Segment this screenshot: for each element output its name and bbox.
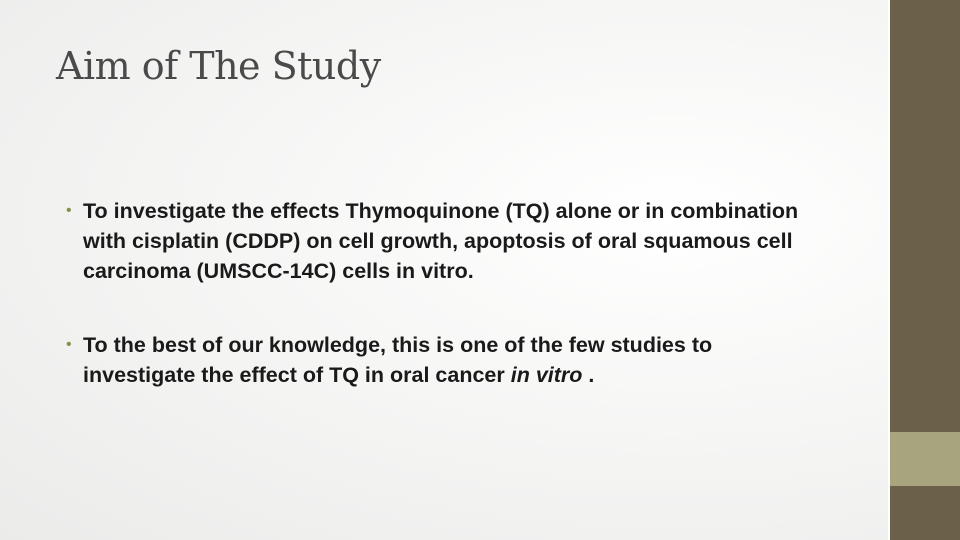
slide-title: Aim of The Study bbox=[56, 44, 381, 88]
bullet-item bbox=[66, 330, 826, 390]
bullet-text-italic: in vitro bbox=[510, 363, 583, 387]
bullet-list bbox=[66, 196, 826, 390]
bullet-text: To the best of our knowledge, this is one of the few studies to investigate the effect of TQ in oral cancer bbox=[83, 333, 713, 387]
bullet-item bbox=[66, 196, 826, 286]
bullet-marker: • bbox=[66, 336, 72, 353]
bullet-text-end: . bbox=[582, 363, 595, 387]
sidebar-accent-block bbox=[890, 432, 960, 486]
sidebar-decoration bbox=[888, 0, 960, 540]
bullet-text: To investigate the effects Thymoquinone (TQ) alone or in combination with cisplatin (CDDP) on cell growth, apoptosis of oral squamous cell carcinoma (UMSCC-14C) cells in vitro. bbox=[83, 199, 799, 283]
bullet-marker: • bbox=[66, 202, 72, 219]
